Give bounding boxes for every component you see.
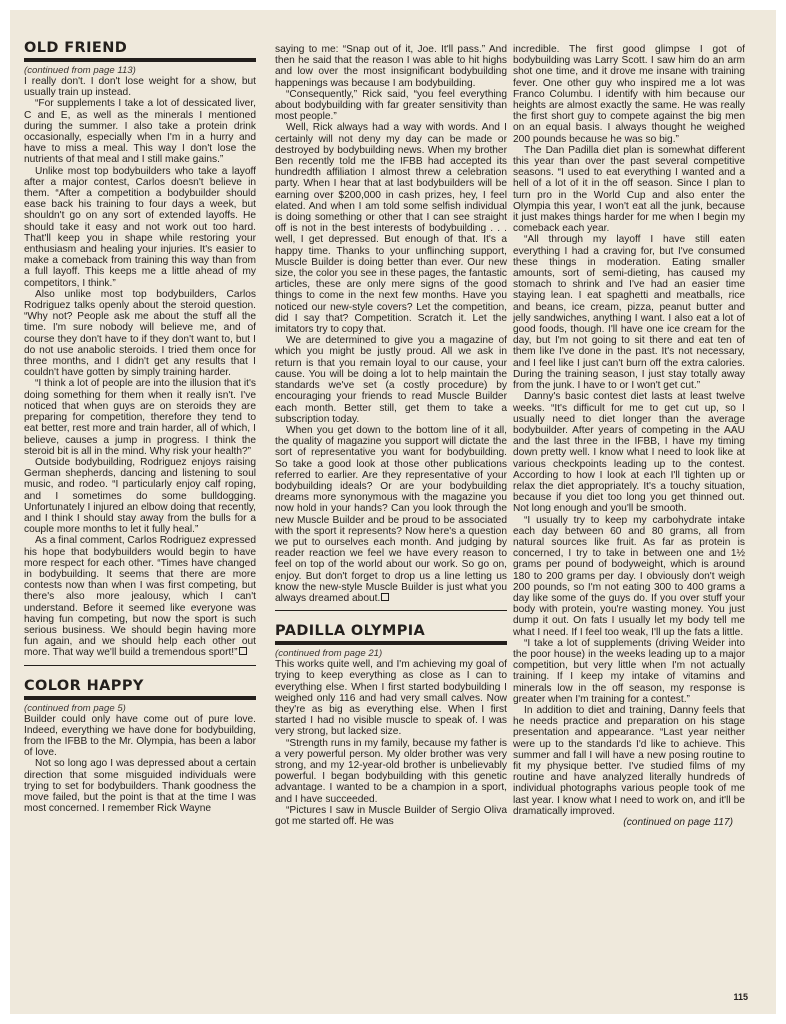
- paragraph: In addition to diet and training, Danny feels that he needs practice and preparation on his stage presentation and appearance. “Last year neither were up to the standards I'd like to achieve. This summer and fall I will have a new posing routine to fit my physique better. I've studied films of my routine and have analyzed literally hundreds of individual photographs various people took of me last year. I know what I need to work on, and it'll be dramatically improved.: [513, 704, 745, 817]
- paragraph: Builder could only have come out of pure love. Indeed, everything we have done for bodybuilding, from the IFBB to the Mr. Olympia, has been a labor of love.: [24, 713, 256, 759]
- magazine-page: [10, 10, 776, 1014]
- paragraph: Also unlike most top bodybuilders, Carlos Rodriguez talks openly about the steroid question. “Why not? People ask me about the stuff all the time. I'm sure nobody will believe me, and of course they don't have to if they don't want to, but I do not use anabolic steroids. I tried them once for three months, and I didn't get any results that I couldn't have gotten by simply training harder.: [24, 288, 256, 379]
- paragraph: Unlike most top bodybuilders who take a layoff after a major contest, Carlos doesn't believe in them. “After a competition a bodybuilder should ease back his training to four days a week, but shouldn't go on any sort of extended layoffs. He should take it easy and not work out too hard. That'll keep you in shape while restoring your enthusiasm and healing your injuries. It's easier to make a comeback from training this way than from a full layoff. This keeps me a little ahead of my competitors, I think.”: [24, 165, 256, 289]
- heading-rule: [24, 696, 256, 700]
- paragraph: When you get down to the bottom line of it all, the quality of magazine you support will dictate the sort of representative you want for bodybuilding. So take a good look at those other publications referred to earlier. Are they representative of your bodybuilding ideals? Or are your bodybuilding dreams more synonymous with the magazine you now hold in your hands? Can you look through the new Muscle Builder and be proud to be associated with the sport it represents? Now here's a question we put to ourselves each month. And judging by reader reaction we feel we have every reason to feel on top of the world about our work. So go on, enjoy. But don't forget to drop us a line letting us know the new-style Muscle Builder is just what you always dreamed about.: [275, 424, 507, 604]
- paragraph: Well, Rick always had a way with words. And I certainly will not deny my day can be made or destroyed by bodybuilding news. When my brother Ben recently told me the IFBB had accepted its hundredth affiliation I almost threw a celebration party. When I hear that at last bodybuilders will be earning over $200,000 in cash prizes, hey, I feel elated. And when I am told some selfish individual is doing something or other that I can see straight off is not in the best interests of bodybuilding . . . well, I get depressed. But enough of that. It's a happy time. Thanks to your unflinching support, Muscle Builder is doing better than ever. Our new size, the color you see in these pages, the fantastic articles, these are only mere signs of the good things to come in the next few months. Have you noticed our new-style covers? Let the competition, did I say that? Competition. Scratch it. Let the imitators try to copy that.: [275, 122, 507, 336]
- section-divider: [24, 665, 256, 666]
- paragraph: This works quite well, and I'm achieving my goal of trying to keep everything as close as I can to everything else. When I first started bodybuilding I weighed only 116 and had very small calves. Now they're as big as everything else. When I first started I had no visible muscle to speak of. I was very strong, but lacked size.: [275, 659, 507, 738]
- paragraph: Not so long ago I was depressed about a certain direction that some misguided individuals were trying to set for bodybuilders. Thank goodness the move failed, but the point is that at the time I was most concerned. I remember Rick Wayne: [24, 758, 256, 815]
- paragraph: “All through my layoff I have still eaten everything I had a craving for, but I've consumed these things in moderation. Eating smaller amounts, sort of semi-dieting, has caused my stomach to shrink and I've had an easier time staying lean. I eat spaghetti and meatballs, rice and beans, ice cream, pizza, peanut butter and jelly sandwiches, anything I want. I also eat a lot of good foods, though. I'll have one ice cream for the day, but I'm not going to sit there and eat ten of them like I've done in the past. It's not necessary, and I feel like I just can't burn off the extra calories. During the training season, I just stay totally away from the junk. I have to or I won't get cut.”: [513, 234, 745, 392]
- padilla-olympia-heading: PADILLA OLYMPIA: [275, 623, 426, 640]
- color-happy-heading: COLOR HAPPY: [24, 677, 144, 694]
- heading-rule: [275, 641, 507, 645]
- old-friend-continued-note: (continued from page 113): [24, 65, 136, 76]
- paragraph: saying to me: “Snap out of it, Joe. It'll pass.” And then he said that the reason I was able to hit highs and low over the most insignificant bodybuilding happenings was because I am bodybuilding.: [275, 44, 507, 89]
- column-left: [24, 40, 256, 814]
- paragraph: “I take a lot of supplements (driving Weider into the poor house) in the weeks leading up to a major competition, but very little when I'm not actually training. If I keep my intake of vitamins and minerals low in the off season, my response is greater when I'm training for a contest.”: [513, 637, 745, 705]
- continued-on-note: (continued on page 117): [623, 817, 733, 829]
- end-mark-icon: [239, 647, 247, 655]
- old-friend-heading: OLD FRIEND: [24, 40, 128, 56]
- section-divider: [275, 610, 507, 611]
- paragraph: “For supplements I take a lot of dessicated liver, C and E, as well as the minerals I mentioned during the summer. I also take a protein drink occasionally, especially when I'm in a hurry and have to miss a meal. This way I don't lose the nutrients of that meal and I still make gains.”: [24, 98, 256, 166]
- page-number: 115: [733, 992, 748, 1002]
- column-middle: [275, 44, 507, 827]
- padilla-continued-note: (continued from page 21): [275, 648, 383, 660]
- paragraph: The Dan Padilla diet plan is somewhat different this year than over the past several competitive seasons. “I used to eat everything I wanted and a hell of a lot of it in the off season. Since I plan to turn pro in the World Cup and also enter the Olympia this year, I won't eat all the junk, because it just makes things harder for me when I begin my comeback each year.: [513, 144, 745, 235]
- paragraph: “I usually try to keep my carbohydrate intake each day between 60 and 80 grams, all from natural sources like fruit. As far as protein is concerned, I try to take in between one and 1½ grams per pound of bodyweight, which is around 180 to 200 grams per day. I obviously don't weigh 200 pounds, so I'm not eating 300 to 400 grams a day like some of the guys do. If you over stuff your body with protein, you're wasting money. You just dump it out. On fats I usually let my body tell me what I need. If I feel too weak, I'll up the fats a little.: [513, 514, 745, 638]
- paragraph: “I think a lot of people are into the illusion that it's doing something for them when it really isn't. I've noticed that when guys are on steroids they are preparing for competition, therefore they tend to eat better, rest more and train harder, all of which, I believe, causes a jump in progress. I think the steroid bit is all in the mind. Why risk your health?”: [24, 378, 256, 457]
- color-happy-continued-note: (continued from page 5): [24, 702, 126, 714]
- end-mark-icon: [381, 593, 389, 601]
- paragraph: Danny's basic contest diet lasts at least twelve weeks. “It's difficult for me to get cut up, so I usually need to diet longer than the average bodybuilder. After years of competing in the AAU and the last three in the IFBB, I have my timing down pretty well. I know what I need to look like at various checkpoints leading up to the contest. According to how I look at each I'll tighten up or relax the diet appropriately. It's a touchy situation, because if you diet too long you get thinned out. Not long enough and you'll be smooth.: [513, 391, 745, 515]
- paragraph: We are determined to give you a magazine of which you might be justly proud. All we ask in return is that you remain loyal to our cause, your cause. You will be doing a lot to help maintain the standards we've set (a costly procedure) by encouraging your friends to read Muscle Builder each month. Better still, get them to take a subscription today.: [275, 335, 507, 425]
- paragraph: incredible. The first good glimpse I got of bodybuilding was Larry Scott. I saw him do an arm shot one time, and it drove me insane with training fever. One other guy who inspired me a lot was Franco Columbu. I identify with him because our heights are almost exactly the same. He was really the first short guy to compete against the big men on an equal basis. I always thought he weighed 200 pounds because he was so big.”: [513, 44, 745, 145]
- paragraph: “Consequently,” Rick said, “you feel everything about bodybuilding with far greater sensitivity than most people.”: [275, 88, 507, 123]
- column-right: [513, 44, 745, 828]
- paragraph: I really don't. I don't lose weight for a show, but usually train up instead.: [24, 76, 256, 99]
- paragraph: As a final comment, Carlos Rodriguez expressed his hope that bodybuilders would begin to have more respect for each other. “Times have changed in bodybuilding. It seems that there are more contests now than when I was first competing, but there's also more jealousy, which I can't understand. Before it seemed like everyone was having fun competing, but now the sport is such serious business. We should begin having more fun again, and we should help each other out more. That way we'll build a tremendous sport!”: [24, 535, 256, 659]
- paragraph: “Pictures I saw in Muscle Builder of Sergio Oliva got me started off. He was: [275, 804, 507, 827]
- heading-rule: [24, 58, 256, 62]
- paragraph: “Strength runs in my family, because my father is a very powerful person. My older brother was very strong, and my 12-year-old brother is unbelievably powerful. I began bodybuilding with this genetic advantage. I wanted to be a champion in a sport, and I have succeeded.: [275, 737, 507, 805]
- paragraph: Outside bodybuilding, Rodriguez enjoys raising German shepherds, dancing and listening to soul music, and rodeo. “I particularly enjoy calf roping, and I sometimes do some bulldogging. Unfortunately I injured an elbow doing that recently, and I think I should stay away from the bulls for a couple more months to let it fully heal.”: [24, 456, 256, 536]
